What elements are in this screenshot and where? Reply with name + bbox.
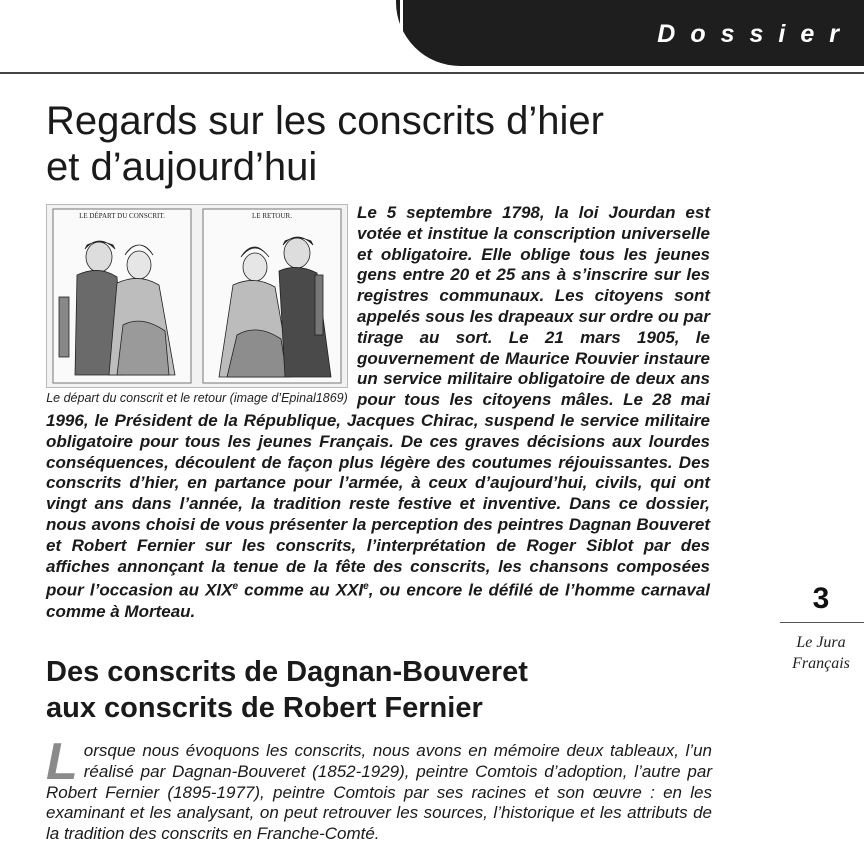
section-banner (396, 0, 864, 66)
header-rule (0, 72, 864, 74)
subtitle-line-1: Des conscrits de Dagnan-Bouveret (46, 656, 528, 688)
lead-text-part-1: Le 5 septembre 1798, la loi Jourdan est votée et institue la conscription universelle et obligatoire. Elle oblige tous les jeunes gens entre 20 et 25 ans à s’inscrire sur les registres communaux. Les citoyens sont appelés sous les drapeaux sur ordre ou par tirage au sort. Le 21 mars 1905, le gouvernement de Maurice Rouvier instaure un service militaire obligatoire de deux ans pour tous les citoyens mâles. Le 28 mai 1996, le Président de la République, Jacques Chirac, suspend le service militaire obligatoire pour tous les jeunes Français. De ces graves décisions aux lourdes conséquences, découlent de façon plus légère des coutumes réjouissantes. Des conscrits d’hier, en partance pour l’armée, à ceux d’aujourd’hui, civils, qui ont vingt ans dans l’année, la tradition reste festive et inventive. Dans ce dossier, nous avons choisi de vous présenter la perception des peintres Dagnan Bouveret et Robert Fernier sur les conscrits, l’interprétation de Roger Siblot par des affiches annonçant la tenue de la fête des conscrits, les chansons composées pour l’occasion au (46, 203, 710, 600)
lead-century-1-sup: e (232, 581, 239, 593)
image-float-spacer (46, 203, 357, 407)
journal-name (778, 632, 864, 674)
drop-cap: L (46, 733, 78, 791)
title-line-2: et d’aujourd’hui (46, 145, 318, 189)
journal-line-2: Français (792, 655, 850, 672)
right-panel-title: LE RETOUR. (252, 212, 292, 220)
page-number-rule (780, 622, 864, 623)
body-text: orsque nous évoquons les conscrits, nous avons en mémoire deux tableaux, l’un réalisé par Dagnan-Bouveret (1852-1929), peintre Comtois d’adoption, l’autre par Robert Fernier (1895-1977), peintre Comtois par ses racines et son œuvre : en les examinant et les analysant, on peut retrouver les sources, l’historique et les attributs de la tradition des conscrits en Franche-Comté. (46, 741, 712, 844)
section-subtitle (46, 654, 726, 726)
subtitle-line-2: aux conscrits de Robert Fernier (46, 692, 483, 724)
lead-century-2: XXI (335, 581, 364, 600)
lead-paragraph (46, 203, 710, 623)
left-panel-title: LE DÉPART DU CONSCRIT. (79, 212, 165, 220)
article-title (46, 98, 686, 190)
lead-text-part-3: , ou encore le défilé de l’homme carnaval comme à Morteau. (46, 581, 710, 621)
title-line-1: Regards sur les conscrits d’hier (46, 99, 604, 143)
lead-century-1: XIX (205, 581, 233, 600)
lead-text-part-2: comme au (238, 581, 336, 600)
lead-century-2-sup: e (363, 581, 369, 593)
page-number: 3 (812, 582, 830, 615)
journal-line-1: Le Jura (796, 634, 846, 651)
body-paragraph (46, 733, 712, 845)
image-caption: Le départ du conscrit et le retour (image d’Epinal1869) (46, 391, 348, 405)
section-label: Dossier (657, 20, 854, 48)
